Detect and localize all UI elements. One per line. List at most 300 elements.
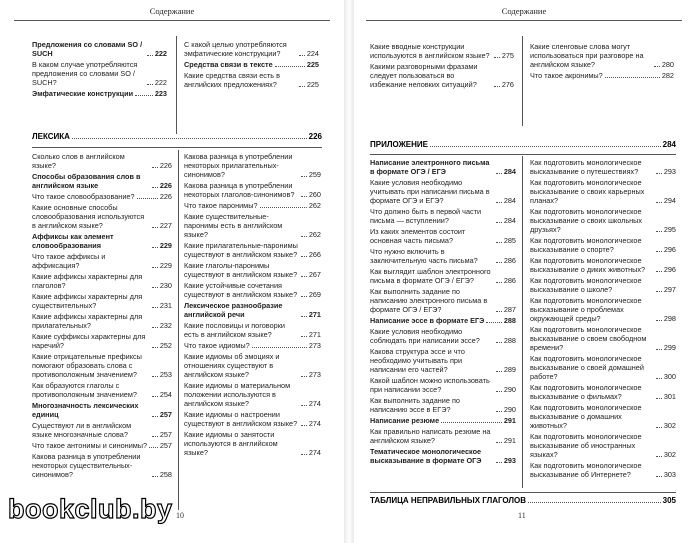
leader-dots <box>656 320 662 321</box>
toc-entry-page: 284 <box>503 196 516 205</box>
toc-entry-title: Средства связи в тексте <box>184 60 273 69</box>
toc-entry-page: 294 <box>663 196 676 205</box>
toc-entry <box>184 152 321 179</box>
toc-entry <box>32 252 172 270</box>
section-title: ЛЕКСИКА <box>32 132 70 141</box>
toc-entry <box>32 152 172 170</box>
leader-dots <box>496 442 502 443</box>
toc-entry-title: Что такое идиомы? <box>184 341 250 350</box>
toc-entry-page: 223 <box>154 89 167 98</box>
toc-entry-title: Какие суффиксы характерны для наречий? <box>32 332 146 350</box>
leader-dots <box>441 422 502 423</box>
toc-entry <box>184 281 321 299</box>
leader-dots <box>430 146 661 147</box>
toc-entry-title: Какие идиомы о материальном положении используются в английском языке? <box>184 381 291 408</box>
toc-entry <box>32 89 167 98</box>
toc-entry-title: Многозначность лексических единиц <box>32 401 139 419</box>
toc-entry <box>184 241 321 259</box>
toc-entry-page: 226 <box>159 181 172 190</box>
toc-entry <box>530 158 676 176</box>
page-header: Содержание <box>501 6 547 16</box>
toc-entry-page: 298 <box>663 314 676 323</box>
book-fold <box>344 0 354 543</box>
leader-dots <box>152 227 158 228</box>
toc-entry-page: 293 <box>663 167 676 176</box>
toc-entry <box>370 267 516 285</box>
toc-entry <box>184 381 321 408</box>
toc-entry-title: Какие прилагательные-паронимы существуют в английском языке? <box>184 241 298 259</box>
toc-entry <box>184 430 321 457</box>
toc-entry-page: 288 <box>503 316 516 325</box>
leader-dots <box>299 55 305 56</box>
toc-entry-title: Как подготовить монологическое высказывание о проблемах окружающей среды? <box>530 296 642 323</box>
leader-dots <box>496 342 502 343</box>
toc-entry <box>32 381 172 399</box>
toc-entry-page: 226 <box>159 161 172 170</box>
leader-dots <box>301 316 307 317</box>
toc-entry-title: Какие отрицательные префиксы помогают образовать слова с противоположным значением? <box>32 352 142 379</box>
leader-dots <box>152 416 158 417</box>
toc-entry-page: 299 <box>663 343 676 352</box>
toc-entry-title: Какие основные способы словообразования используются в английском языке? <box>32 203 145 230</box>
toc-entry <box>370 227 516 245</box>
toc-entry-page: 284 <box>503 167 516 176</box>
toc-entry <box>530 383 676 401</box>
left-page <box>6 6 338 518</box>
toc-entry-title: Как подготовить монологическое высказывание о своем свободном времени? <box>530 325 647 352</box>
toc-entry-title: Что такое акронимы? <box>530 71 603 80</box>
toc-entry-title: Как правильно написать резюме на английском языке? <box>370 427 491 445</box>
toc-entry-title: Тематическое монологическое высказывание в формате ОГЭ <box>370 447 482 465</box>
toc-entry-page: 295 <box>663 225 676 234</box>
toc-entry <box>530 42 674 69</box>
leader-dots <box>496 262 502 263</box>
toc-entry-page: 302 <box>663 421 676 430</box>
toc-entry-page: 282 <box>661 71 674 80</box>
toc-entry-title: Из каких элементов состоит основная часть письма? <box>370 227 466 245</box>
toc-entry <box>530 256 676 274</box>
toc-entry-page: 290 <box>503 405 516 414</box>
leader-dots <box>656 231 662 232</box>
leader-dots <box>656 291 662 292</box>
toc-entry <box>530 236 676 254</box>
leader-dots <box>486 322 501 323</box>
toc-entry-page: 286 <box>503 276 516 285</box>
leader-dots <box>135 95 153 96</box>
leader-dots <box>301 454 307 455</box>
toc-entry-page: 302 <box>663 450 676 459</box>
toc-entry <box>184 181 321 199</box>
leader-dots <box>275 66 305 67</box>
toc-entry <box>184 212 321 239</box>
toc-bottom-heading <box>370 496 676 505</box>
toc-entry <box>184 321 321 339</box>
toc-entry <box>370 158 516 176</box>
toc-entry <box>370 247 516 265</box>
column-divider <box>522 156 523 488</box>
toc-column <box>32 152 172 481</box>
column-divider <box>522 36 523 126</box>
toc-column <box>32 40 167 100</box>
toc-entry-page: 271 <box>308 310 321 319</box>
leader-dots <box>147 84 153 85</box>
toc-entry-title: Как подготовить монологическое высказывание об Интернете? <box>530 461 642 479</box>
toc-entry-page: 288 <box>503 336 516 345</box>
toc-entry-title: Какие существительные-паронимы есть в английском языке? <box>184 212 283 239</box>
toc-entry-page: 296 <box>663 265 676 274</box>
toc-entry <box>32 421 172 439</box>
toc-entry-page: 284 <box>503 216 516 225</box>
toc-entry-title: Какова разница в употреблении некоторых прилагательных-синонимов? <box>184 152 293 179</box>
toc-entry <box>32 203 172 230</box>
leader-dots <box>301 296 307 297</box>
toc-entry-page: 296 <box>663 245 676 254</box>
toc-entry <box>32 60 167 87</box>
toc-entry <box>32 172 172 190</box>
leader-dots <box>656 456 662 457</box>
page-number: 10 <box>176 511 184 520</box>
leader-dots <box>656 378 662 379</box>
section-rule <box>370 492 676 493</box>
toc-entry-page: 291 <box>503 416 516 425</box>
toc-entry <box>530 71 674 80</box>
toc-entry-title: Какой шаблон можно использовать при написании эссе? <box>370 376 490 394</box>
section-page: 226 <box>308 132 322 141</box>
header-rule <box>366 20 682 21</box>
toc-entry <box>32 401 172 419</box>
toc-entry-title: Какие идиомы об эмоциях и отношениях существуют в английском языке? <box>184 352 280 379</box>
column-divider <box>176 36 177 134</box>
toc-entry-page: 230 <box>159 281 172 290</box>
leader-dots <box>496 411 502 412</box>
leader-dots <box>152 436 158 437</box>
toc-column <box>530 158 676 481</box>
toc-entry-title: Какие идиомы о занятости используются в английском языке? <box>184 430 278 457</box>
leader-dots <box>152 396 158 397</box>
leader-dots <box>494 86 500 87</box>
toc-entry-title: Какие глаголы-паронимы существуют в английском языке? <box>184 261 298 279</box>
toc-entry-page: 285 <box>503 236 516 245</box>
leader-dots <box>656 476 662 477</box>
toc-entry-page: 290 <box>503 385 516 394</box>
toc-column <box>184 152 321 459</box>
toc-entry <box>370 207 516 225</box>
header-rule <box>14 20 330 21</box>
toc-entry-title: Как выглядит шаблон электронного письма в формате ОГЭ / ЕГЭ? <box>370 267 491 285</box>
toc-entry-title: Лексическое разнообразие английской речи <box>184 301 283 319</box>
section-rule <box>370 154 676 155</box>
page-header: Содержание <box>149 6 195 16</box>
toc-entry-page: 291 <box>503 436 516 445</box>
toc-entry-title: Как образуются глаголы с противоположным значением? <box>32 381 137 399</box>
toc-entry-page: 297 <box>663 285 676 294</box>
toc-entry-page: 276 <box>501 80 514 89</box>
leader-dots <box>656 349 662 350</box>
leader-dots <box>301 405 307 406</box>
toc-entry-page: 222 <box>154 49 167 58</box>
toc-column <box>184 40 319 91</box>
leader-dots <box>301 196 307 197</box>
toc-entry-page: 260 <box>308 190 321 199</box>
toc-entry-title: Эмфатические конструкции <box>32 89 134 98</box>
toc-entry <box>530 432 676 459</box>
toc-entry-title: Как подготовить монологическое высказывание о домашних животных? <box>530 403 642 430</box>
leader-dots <box>260 207 307 208</box>
toc-entry <box>184 410 321 428</box>
toc-entry <box>370 347 516 374</box>
leader-dots <box>496 222 502 223</box>
toc-entry-page: 258 <box>159 470 172 479</box>
toc-entry-page: 271 <box>308 330 321 339</box>
toc-entry <box>370 327 516 345</box>
toc-section-heading <box>370 140 676 149</box>
toc-entry-title: Существуют ли в английском языке многозначные слова? <box>32 421 132 439</box>
toc-entry-page: 229 <box>159 261 172 270</box>
toc-entry <box>184 341 321 350</box>
leader-dots <box>152 267 158 268</box>
toc-entry-title: Какие аффиксы характерны для глаголов? <box>32 272 143 290</box>
toc-entry <box>370 178 516 205</box>
column-divider <box>178 150 179 510</box>
toc-entry <box>184 40 319 58</box>
toc-entry-title: Написание резюме <box>370 416 440 425</box>
page-number: 11 <box>518 511 526 520</box>
toc-entry-title: Предложения со словами SO / SUCH <box>32 40 143 58</box>
toc-entry-page: 225 <box>306 60 319 69</box>
toc-entry <box>184 261 321 279</box>
toc-entry <box>184 60 319 69</box>
toc-entry-page: 229 <box>159 241 172 250</box>
toc-entry-title: Как подготовить монологическое высказывание о школе? <box>530 276 642 294</box>
leader-dots <box>496 202 502 203</box>
leader-dots <box>496 282 502 283</box>
leader-dots <box>496 391 502 392</box>
toc-entry-page: 262 <box>308 201 321 210</box>
toc-entry-title: С какой целью употребляются эмфатические конструкции? <box>184 40 287 58</box>
toc-entry-title: Как выполнить задание по написанию эссе в ЕГЭ? <box>370 396 460 414</box>
toc-entry-title: В каком случае употребляются предложения со словами SO / SUCH? <box>32 60 138 87</box>
toc-entry-title: Какова разница в употреблении некоторых глаголов-синонимов? <box>184 181 295 199</box>
toc-entry-page: 289 <box>503 365 516 374</box>
toc-entry-title: Какова разница в употреблении некоторых существительных-синонимов? <box>32 452 141 479</box>
toc-entry <box>32 292 172 310</box>
toc-column <box>370 158 516 467</box>
toc-entry-title: Написание эссе в формате ЕГЭ <box>370 316 485 325</box>
leader-dots <box>301 376 307 377</box>
toc-entry <box>184 71 319 89</box>
leader-dots <box>301 256 307 257</box>
toc-entry <box>32 272 172 290</box>
toc-entry <box>370 396 516 414</box>
leader-dots <box>301 336 307 337</box>
toc-entry-title: Что нужно включить в заключительную часть письма? <box>370 247 478 265</box>
leader-dots <box>496 311 502 312</box>
toc-entry-page: 224 <box>306 49 319 58</box>
leader-dots <box>152 247 158 248</box>
toc-entry <box>530 461 676 479</box>
toc-entry-page: 275 <box>501 51 514 60</box>
leader-dots <box>301 425 307 426</box>
toc-entry <box>32 40 167 58</box>
toc-entry-title: Как подготовить монологическое высказывание о своих карьерных планах? <box>530 178 645 205</box>
leader-dots <box>149 447 158 448</box>
toc-entry-title: Написание электронного письма в формате ОГЭ / ЕГЭ <box>370 158 490 176</box>
bottom-title: ТАБЛИЦА НЕПРАВИЛЬНЫХ ГЛАГОЛОВ <box>370 496 527 505</box>
leader-dots <box>72 138 307 139</box>
toc-entry <box>370 287 516 314</box>
toc-entry <box>32 192 172 201</box>
leader-dots <box>656 202 662 203</box>
toc-entry-page: 267 <box>308 270 321 279</box>
toc-entry-title: Какие аффиксы характерны для прилагательных? <box>32 312 143 330</box>
leader-dots <box>152 307 158 308</box>
leader-dots <box>152 347 158 348</box>
toc-entry <box>370 376 516 394</box>
toc-section-heading <box>32 132 322 141</box>
leader-dots <box>528 502 661 503</box>
toc-entry-title: Как подготовить монологическое высказывание о путешествиях? <box>530 158 642 176</box>
toc-entry-title: Как подготовить монологическое высказывание о спорте? <box>530 236 642 254</box>
toc-entry-page: 301 <box>663 392 676 401</box>
toc-entry <box>530 296 676 323</box>
toc-entry-page: 280 <box>661 60 674 69</box>
toc-entry-title: Какие аффиксы характерны для существительных? <box>32 292 143 310</box>
toc-entry-page: 303 <box>663 470 676 479</box>
bottom-page: 305 <box>662 496 676 505</box>
toc-entry-page: 257 <box>159 410 172 419</box>
toc-entry-page: 227 <box>159 221 172 230</box>
toc-column <box>370 42 514 91</box>
right-page <box>358 6 690 518</box>
leader-dots <box>152 167 158 168</box>
toc-entry-title: Сколько слов в английском языке? <box>32 152 125 170</box>
toc-entry-page: 273 <box>308 341 321 350</box>
toc-entry <box>530 325 676 352</box>
section-rule <box>32 147 322 148</box>
leader-dots <box>152 187 158 188</box>
toc-entry-page: 257 <box>159 430 172 439</box>
toc-entry <box>32 452 172 479</box>
toc-entry-page: 293 <box>503 456 516 465</box>
toc-entry-page: 262 <box>308 230 321 239</box>
leader-dots <box>656 173 662 174</box>
toc-entry <box>530 276 676 294</box>
leader-dots <box>605 77 660 78</box>
toc-entry-title: Что такое аффиксы и аффиксация? <box>32 252 106 270</box>
toc-entry-title: Какими разговорными фразами следует пользоваться во избежание неловких ситуаций? <box>370 62 478 89</box>
leader-dots <box>147 55 153 56</box>
toc-entry <box>370 427 516 445</box>
watermark-text: bookclub.by <box>8 494 173 524</box>
toc-entry <box>530 403 676 430</box>
toc-entry-title: Какие условия необходимо соблюдать при написании эссе? <box>370 327 480 345</box>
toc-entry-title: Что такое антонимы и синонимы? <box>32 441 148 450</box>
toc-entry-title: Какие устойчивые сочетания существуют в английском языке? <box>184 281 298 299</box>
toc-entry <box>530 354 676 381</box>
toc-entry <box>530 207 676 234</box>
toc-entry-page: 259 <box>308 170 321 179</box>
toc-entry-title: Какие сленговые слова могут использоваться при разговоре на английском языке? <box>530 42 644 69</box>
toc-entry-title: Какие пословицы и поговорки есть в английском языке? <box>184 321 285 339</box>
leader-dots <box>496 462 502 463</box>
leader-dots <box>656 427 662 428</box>
toc-entry-page: 222 <box>154 78 167 87</box>
toc-entry-page: 266 <box>308 250 321 259</box>
toc-entry <box>370 42 514 60</box>
toc-column <box>530 42 674 82</box>
toc-entry-title: Что такое словообразование? <box>32 192 135 201</box>
toc-entry-page: 232 <box>159 321 172 330</box>
toc-entry-title: Какова структура эссе и что необходимо учитывать при написании его частей? <box>370 347 465 374</box>
leader-dots <box>152 287 158 288</box>
leader-dots <box>301 176 307 177</box>
leader-dots <box>494 57 500 58</box>
leader-dots <box>137 198 158 199</box>
toc-entry-page: 226 <box>159 192 172 201</box>
toc-entry-page: 269 <box>308 290 321 299</box>
toc-entry-page: 253 <box>159 370 172 379</box>
toc-entry <box>184 301 321 319</box>
toc-entry-title: Как подготовить монологическое высказывание о своих школьных друзьях? <box>530 207 643 234</box>
toc-entry-page: 252 <box>159 341 172 350</box>
toc-entry-title: Как подготовить монологическое высказывание об иностранных языках? <box>530 432 642 459</box>
toc-entry-title: Что должно быть в первой части письма — вступлении? <box>370 207 482 225</box>
toc-entry-title: Какие вводные конструкции используются в английском языке? <box>370 42 490 60</box>
toc-entry <box>184 352 321 379</box>
leader-dots <box>301 276 307 277</box>
toc-entry-page: 231 <box>159 301 172 310</box>
leader-dots <box>152 376 158 377</box>
toc-entry <box>32 312 172 330</box>
leader-dots <box>656 251 662 252</box>
toc-entry-title: Что такое паронимы? <box>184 201 258 210</box>
leader-dots <box>496 371 502 372</box>
leader-dots <box>496 242 502 243</box>
toc-entry-title: Как выполнить задание по написанию электронного письма в формате ОГЭ / ЕГЭ? <box>370 287 488 314</box>
leader-dots <box>496 173 502 174</box>
leader-dots <box>656 271 662 272</box>
toc-entry-title: Способы образования слов в английском языке <box>32 172 141 190</box>
leader-dots <box>152 476 158 477</box>
section-title: ПРИЛОЖЕНИЕ <box>370 140 428 149</box>
toc-entry <box>32 232 172 250</box>
toc-entry-page: 273 <box>308 370 321 379</box>
toc-entry-title: Какие средства связи есть в английских предложениях? <box>184 71 280 89</box>
leader-dots <box>252 347 307 348</box>
toc-entry-page: 274 <box>308 399 321 408</box>
leader-dots <box>152 327 158 328</box>
toc-entry <box>530 178 676 205</box>
toc-entry <box>370 62 514 89</box>
toc-entry <box>370 316 516 325</box>
leader-dots <box>301 236 307 237</box>
toc-entry-page: 287 <box>503 305 516 314</box>
toc-entry-page: 274 <box>308 448 321 457</box>
toc-entry <box>32 352 172 379</box>
toc-entry-page: 300 <box>663 372 676 381</box>
leader-dots <box>654 66 660 67</box>
toc-entry-page: 225 <box>306 80 319 89</box>
section-page: 284 <box>662 140 676 149</box>
toc-entry-title: Как подготовить монологическое высказывание о диких животных? <box>530 256 646 274</box>
toc-entry <box>370 416 516 425</box>
toc-entry <box>370 447 516 465</box>
leader-dots <box>656 398 662 399</box>
toc-entry-page: 254 <box>159 390 172 399</box>
toc-entry-page: 286 <box>503 256 516 265</box>
toc-entry-title: Какие условия необходимо учитывать при написании письма в формате ОГЭ и ЕГЭ? <box>370 178 490 205</box>
toc-entry-title: Как подготовить монологическое высказывание о фильмах? <box>530 383 642 401</box>
